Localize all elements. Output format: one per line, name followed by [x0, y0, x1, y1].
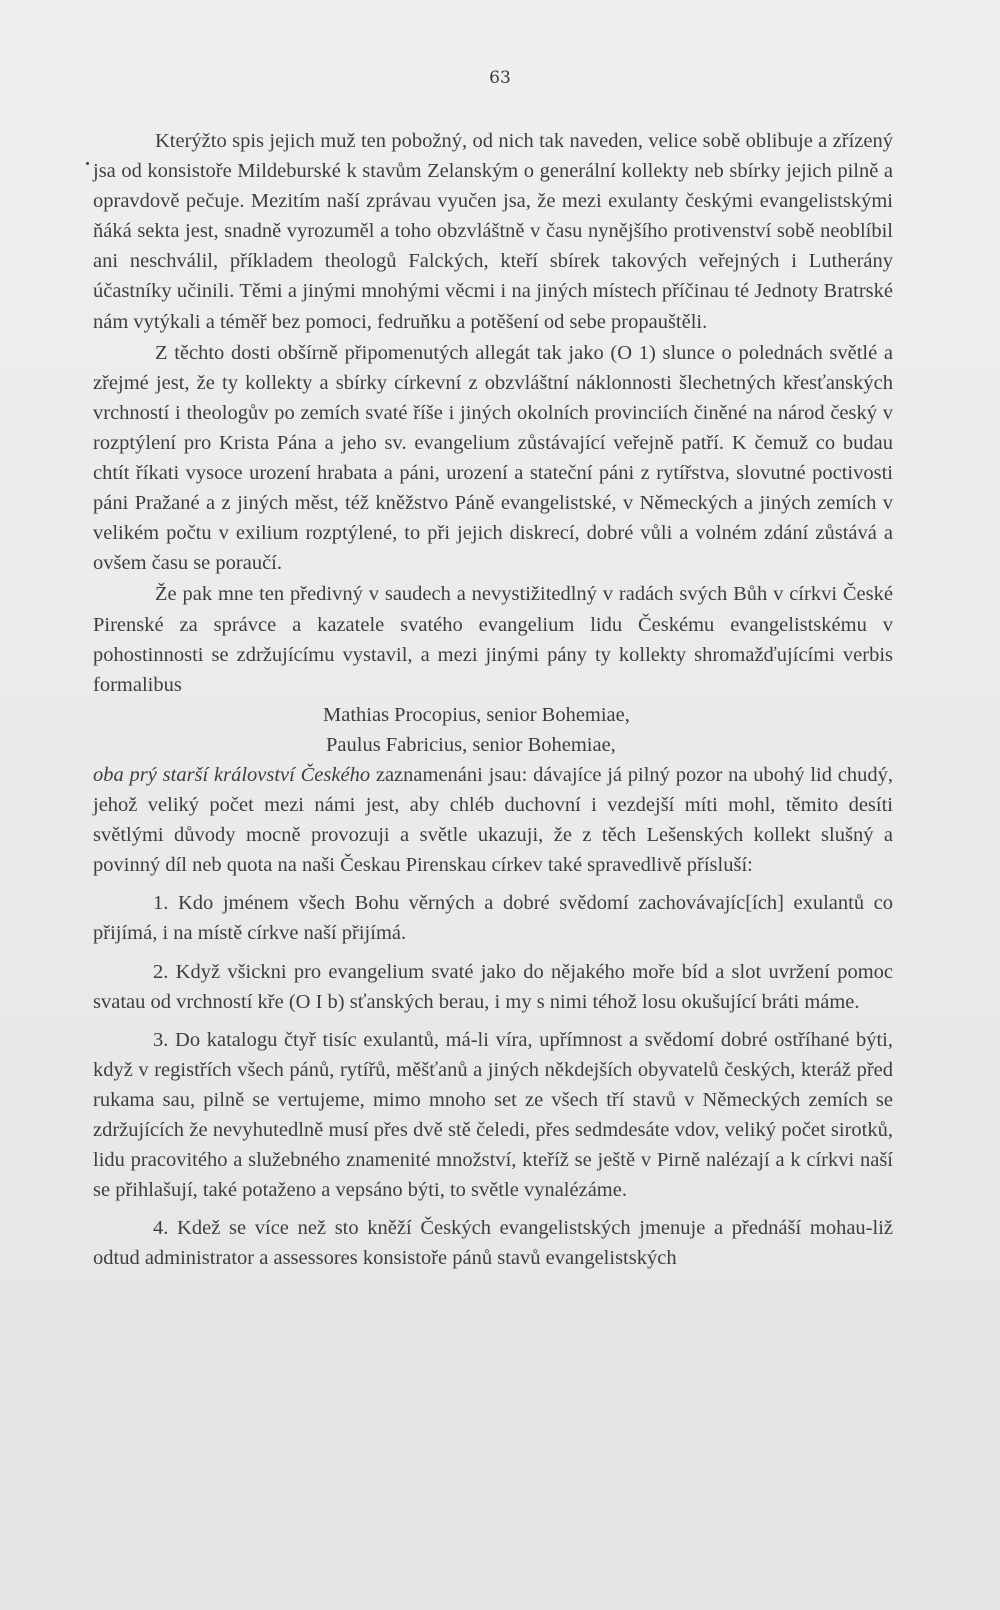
body-text [93, 126, 893, 1273]
paragraph: Kterýžto spis jejich muž ten pobožný, od nich tak naveden, velice sobě oblibuje a zřízený jsa od konsistoře Mildeburské k stavům Zelanským o generální kollekty neb sbírky jejich pilně a opravdově pečuje. Mezitím naší zprávau vyučen jsa, že mezi exulanty českými evangelistskými ňáká sekta jest, snadně vyrozuměl a toho obzvláštně v času nynějšího protivenství sobě neoblíbil ani neschválil, příkladem theologů Falckých, kteří sbírek takových veřejných i Lutherány účastníky učinili. Těmi a jinými mnohými věcmi i na jiných místech příčinau té Jednoty Bratrské nám vytýkali a téměř bez pomoci, fedruňku a potěšení od sebe propauštěli. [93, 130, 893, 333]
list-item: 2. Když všickni pro evangelium svaté jako do nějakého moře bíd a slot uvržení pomoc svatau od vrchností kře (O I b) sťanských berau, i my s nimi téhož losu okušující bráti máme. [93, 960, 893, 1013]
signature-line: Paulus Fabricius, senior Bohemiae, [326, 733, 616, 756]
paragraph: Z těchto dosti obšírně připomenutých allegát tak jako (O 1) slunce o polednách světlé a zřejmé jest, že ty kollekty a sbírky církevní z obzvláštní náklonnosti šlechetných křesťanských vrchností i theologův po zemích svaté říše i jiných okolních provinciích činěné na národ český v rozptýlení pro Krista Pána a jeho sv. evangelium zůstávající veřejně patří. K čemuž co budau chtít říkati vysoce urození hrabata a páni, urození a stateční páni z rytířstva, slovutné poctivosti páni Pražané a z jiných měst, též kněžstvo Páně evangelistské, v Německých a jiných zemích v velikém počtu v exilium rozptýlené, to při jejich diskrecí, dobré vůli a volném zdání zůstává a ovšem času se poraučí. [93, 341, 893, 575]
italic-phrase: oba prý starší království Českého [93, 763, 371, 786]
list-item: 3. Do katalogu čtyř tisíc exulantů, má-li víra, upřímnost a svědomí dobré ostříhané býti, když v registřích všech pánů, rytířů, měšťanů a jiných někdejších obyvatelů českých, kteráž před rukama sau, pilně se vertujeme, mimo mnoho set ze všech tří stavů v Německých zemích se zdržujících že nevyhutedlně musí přes dvě stě čeledi, přes sedmdesáte vdov, veliký počet sirotků, lidu pracovitého a služebného znamenité množství, kteříž se ještě v Pirně nalézají a k církvi naší se přihlašují, také potaženo a vepsáno býti, to světle vynalézáme. [93, 1028, 893, 1202]
list-item: 1. Kdo jménem všech Bohu věrných a dobré svědomí zachovávajíc[ích] exulantů co přijímá, i na místě církve naší přijímá. [93, 892, 893, 945]
paragraph: Že pak mne ten předivný v saudech a nevystižitedlný v radách svých Bůh v církvi České Pirenské za správce a kazatele svatého evangelium lidu Českému evangelistskému v pohostinnosti se zdržujícímu vystavil, a mezi jinými pány ty kollekty shromažďujícími verbis formalibus [93, 583, 893, 696]
signature-line: Mathias Procopius, senior Bohemiae, [323, 703, 630, 726]
paragraph-text: zaznamenáni jsau: dávajíce já pilný pozor na ubohý lid chudý, jehož veliký počet mezi námi jest, aby chléb duchovní i vezdejší míti mohl, těmito desíti světlými důvody mocně provozuji a světle ukazuji, že z těch Lešenských kollekt slušný a povinný díl neb quota na naši Českau Pirenskau církev také spravedlivě přísluší: [93, 763, 893, 877]
list-item: 4. Kdež se více než sto kněží Českých evangelistských jmenuje a přednáší mohau-liž odtud administrator a assessores konsistoře pánů stavů evangelistských [93, 1217, 893, 1270]
margin-mark [86, 162, 89, 165]
paragraph [93, 760, 893, 880]
page-number: 63 [489, 68, 511, 88]
